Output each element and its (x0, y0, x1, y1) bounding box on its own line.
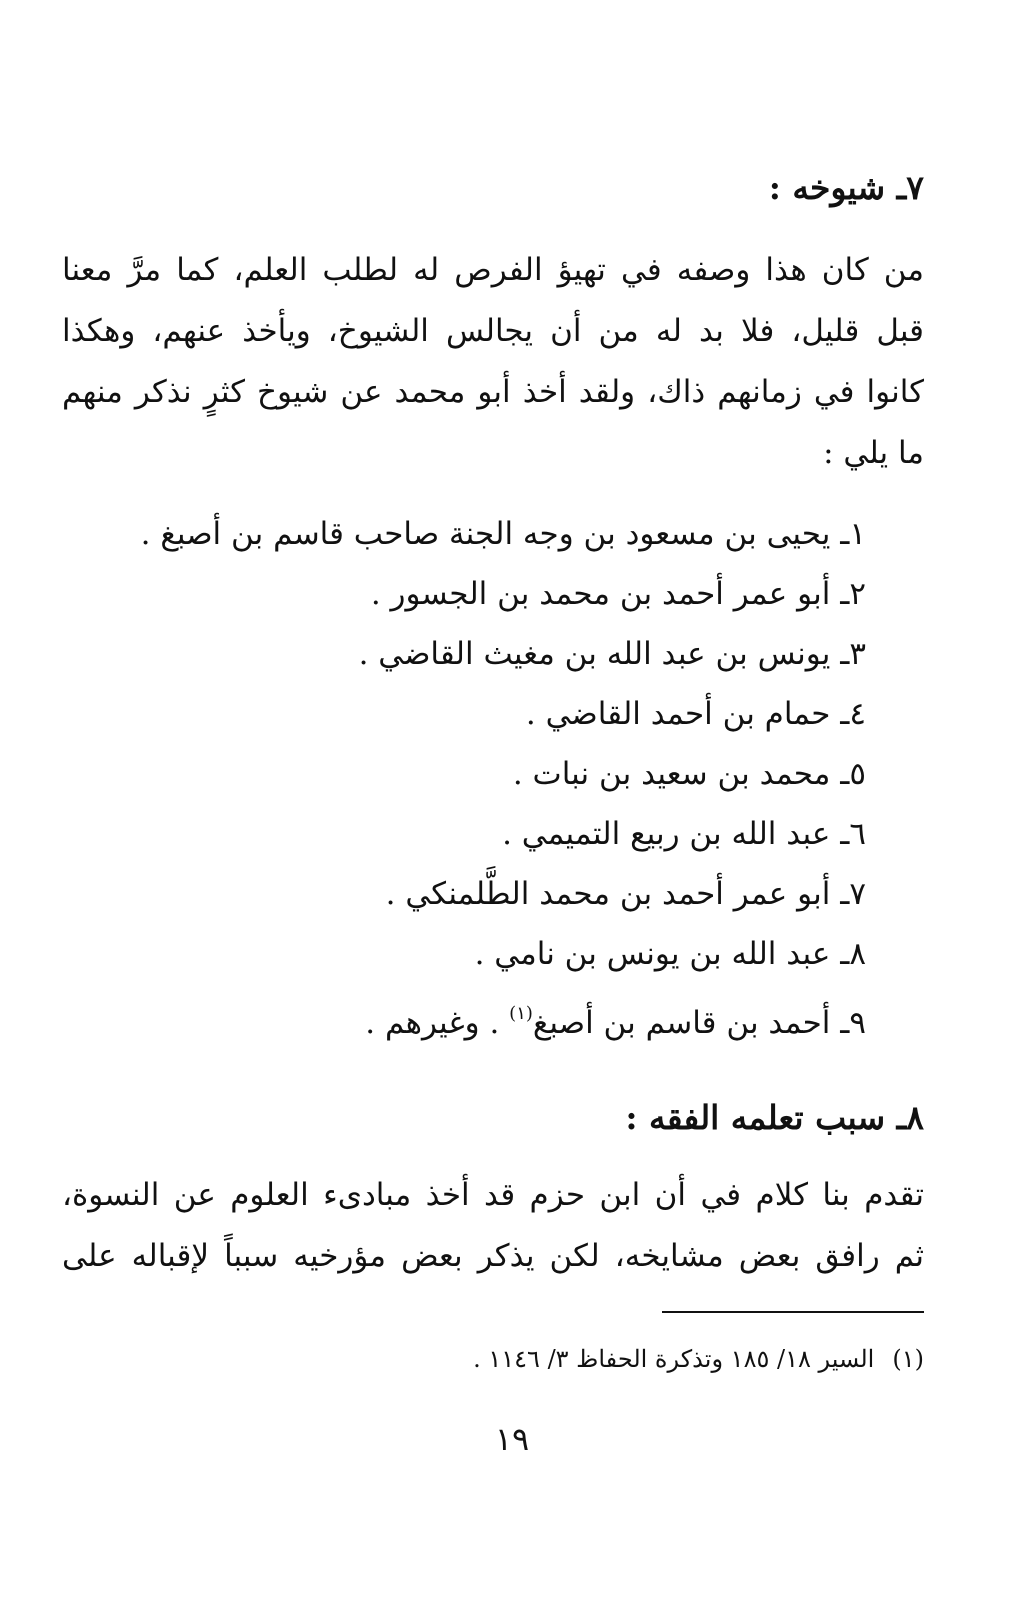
list-item: ١ـ يحيى بن مسعود بن وجه الجنة صاحب قاسم بن أصبغ . (140, 516, 866, 552)
list-item-with-footnote (141, 984, 866, 1053)
list-item: ٨ـ عبد الله بن يونس بن نامي . (474, 936, 866, 972)
paragraph-line: ثم رافق بعض مشايخه، لكن يذكر بعض مؤرخيه سبباً لإقباله على (62, 1238, 924, 1274)
paragraph-line: كانوا في زمانهم ذاك، ولقد أخذ أبو محمد عن شيوخ كثرٍ نذكر منهم (62, 374, 924, 410)
list-item: ٣ـ يونس بن عبد الله بن مغيث القاضي . (358, 636, 866, 672)
footnote-separator (662, 1311, 924, 1313)
paragraph-line: من كان هذا وصفه في تهيؤ الفرص له لطلب العلم، كما مرَّ معنا (62, 252, 924, 288)
list-item-text: ٩ـ أحمد بن قاسم بن أصبغ (532, 1005, 866, 1041)
list-item: ٤ـ حمام بن أحمد القاضي . (525, 696, 866, 732)
paragraph-line: ما يلي : (823, 435, 924, 471)
page-number: ١٩ (494, 1420, 530, 1458)
section-heading-fiqh: ٨ـ سبب تعلمه الفقه : (625, 1098, 924, 1137)
list-item-tail: . وغيرهم . (365, 1005, 500, 1041)
section-heading-teachers: ٧ـ شيوخه : (768, 168, 924, 207)
list-item: ٧ـ أبو عمر أحمد بن محمد الطَّلمنكي . (385, 876, 866, 912)
list-item: ٦ـ عبد الله بن ربيع التميمي . (502, 816, 866, 852)
footnote-number: (١) (892, 1345, 924, 1373)
footnote-text: السير ١٨/ ١٨٥ وتذكرة الحفاظ ٣/ ١١٤٦ . (473, 1345, 875, 1373)
teachers-list (141, 504, 866, 1053)
teachers-intro-paragraph (62, 240, 924, 484)
list-item: ٥ـ محمد بن سعيد بن نبات . (512, 756, 866, 792)
list-item: ٢ـ أبو عمر أحمد بن محمد بن الجسور . (370, 576, 866, 612)
paragraph-line: تقدم بنا كلام في أن ابن حزم قد أخذ مبادىء العلوم عن النسوة، (62, 1177, 924, 1213)
paragraph-line: قبل قليل، فلا بد له من أن يجالس الشيوخ، ويأخذ عنهم، وهكذا (62, 313, 924, 349)
footnote (473, 1345, 924, 1373)
fiqh-paragraph (62, 1165, 924, 1287)
footnote-reference: (١) (509, 1003, 533, 1024)
